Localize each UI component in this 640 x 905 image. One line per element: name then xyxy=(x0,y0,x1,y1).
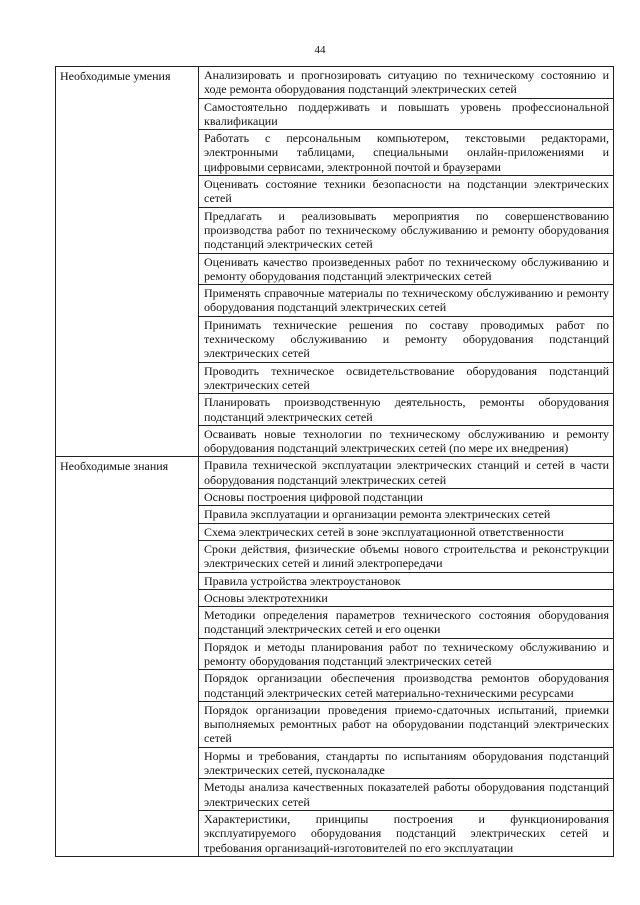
skills-label-cell xyxy=(56,67,199,457)
skills-items-cell xyxy=(199,67,614,457)
skill-item: Работать с персональным компьютером, текстовыми редакторами, электронными таблицами, специальными онлайн-приложениями и цифровыми сервисами, электронной почтой и браузерами xyxy=(199,129,613,175)
skill-item: Оценивать состояние техники безопасности на подстанции электрических сетей xyxy=(199,175,613,207)
section-label-knowledge: Необходимые знания xyxy=(60,459,169,474)
skill-item: Самостоятельно поддерживать и повышать уровень профессиональной квалификации xyxy=(199,98,613,130)
section-label-skills: Необходимые умения xyxy=(60,69,171,83)
knowledge-item: Основы построения цифровой подстанции xyxy=(199,488,613,505)
skill-item: Осваивать новые технологии по техническому обслуживанию и ремонту оборудования подстанций электрических сетей (по мере их внедрения) xyxy=(199,425,613,457)
knowledge-item: Методы анализа качественных показателей работы оборудования подстанций электрических сетей xyxy=(199,778,613,810)
knowledge-item: Основы электротехники xyxy=(199,589,613,606)
knowledge-item: Правила технической эксплуатации электрических станций и сетей в части оборудования подстанций электрических сетей xyxy=(204,458,609,487)
knowledge-items-cell xyxy=(199,457,614,856)
skill-item: Принимать технические решения по составу проводимых работ по техническому обслуживанию и ремонту оборудования подстанций электрических сетей xyxy=(199,316,613,362)
skill-item: Проводить техническое освидетельствование оборудования подстанций электрических сетей xyxy=(199,362,613,394)
knowledge-item: Правила устройства электроустановок xyxy=(199,572,613,589)
skill-item: Анализировать и прогнозировать ситуацию по техническому состоянию и ходе ремонта оборудования подстанций электрических сетей xyxy=(204,68,609,97)
knowledge-item: Методики определения параметров технического состояния оборудования подстанций электрических сетей и его оценки xyxy=(199,606,613,638)
knowledge-row xyxy=(56,457,614,856)
knowledge-item: Схема электрических сетей в зоне эксплуатационной ответственности xyxy=(199,523,613,540)
skill-item: Применять справочные материалы по техническому обслуживанию и ремонту оборудования подстанций электрических сетей xyxy=(199,284,613,316)
knowledge-item: Нормы и требования, стандарты по испытаниям оборудования подстанций электрических сетей, пусконаладке xyxy=(199,747,613,779)
requirements-table xyxy=(55,66,614,857)
knowledge-item: Характеристики, принципы построения и функционирования эксплуатируемого оборудования подстанций электрических сетей и требования организаций-изготовителей по его эксплуатации xyxy=(199,810,613,856)
skill-item: Планировать производственную деятельность, ремонты оборудования подстанций электрических сетей xyxy=(199,393,613,425)
skill-item: Предлагать и реализовывать мероприятия по совершенствованию производства работ по техническому обслуживанию и ремонту оборудования подстанций электрических сетей xyxy=(199,207,613,253)
skill-item: Оценивать качество произведенных работ по техническому обслуживанию и ремонту оборудования подстанций электрических сетей xyxy=(199,253,613,285)
knowledge-item: Сроки действия, физические объемы нового строительства и реконструкции электрических сетей и линий электропередачи xyxy=(199,540,613,572)
knowledge-item: Порядок и методы планирования работ по техническому обслуживанию и ремонту оборудования подстанций электрических сетей xyxy=(199,638,613,670)
skills-row xyxy=(56,67,614,457)
knowledge-item: Порядок организации проведения приемо-сдаточных испытаний, приемки выполняемых ремонтных работ на оборудовании подстанций электрических сетей xyxy=(199,701,613,747)
page-number: 44 xyxy=(314,44,326,56)
knowledge-label-cell xyxy=(56,457,199,856)
knowledge-item: Порядок организации обеспечения производства ремонтов оборудования подстанций электрических сетей материально-техническими ресурсами xyxy=(199,669,613,701)
knowledge-item: Правила эксплуатации и организации ремонта электрических сетей xyxy=(199,505,613,522)
